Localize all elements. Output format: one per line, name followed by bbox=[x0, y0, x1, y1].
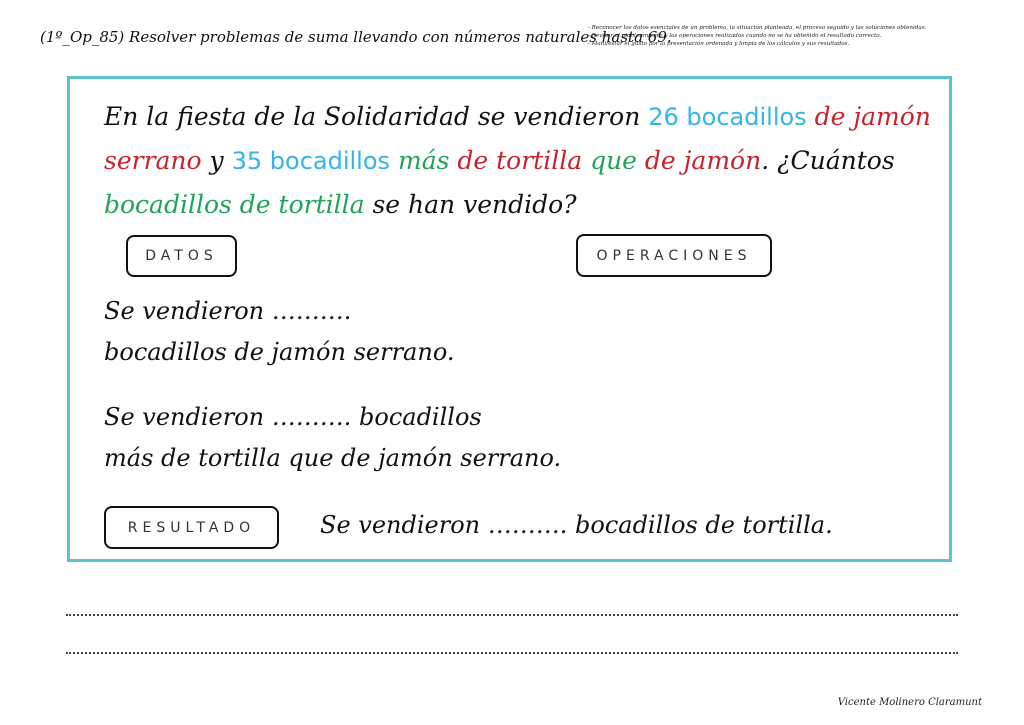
ham-compare-label: de jamón bbox=[636, 146, 762, 175]
resultado-label: RESULTADO bbox=[127, 519, 256, 536]
operaciones-label-box bbox=[576, 234, 772, 277]
objectives-list bbox=[588, 24, 1008, 48]
answer-line-1 bbox=[66, 614, 958, 616]
datos-line-4: más de tortilla que de jamón serrano. bbox=[104, 444, 562, 472]
worksheet-title: (1º_Op_85) Resolver problemas de suma llevando con números naturales hasta 69. bbox=[40, 28, 672, 46]
datos-line-1: Se vendieron ………. bbox=[104, 297, 352, 325]
ham-sandwich-count: 26 bocadillos bbox=[648, 103, 807, 131]
problem-text-part: y bbox=[201, 146, 232, 175]
resultado-label-box bbox=[104, 506, 279, 549]
more-keyword: más bbox=[390, 146, 450, 175]
answer-line-2 bbox=[66, 652, 958, 654]
omelette-label: de tortilla bbox=[449, 146, 583, 175]
objective-item: - Reconocer los datos esenciales de un problema, la situación planteada, el proceso seguido y las soluciones obtenidas. bbox=[588, 25, 927, 31]
problem-text-part: En la fiesta de la Solidaridad se vendieron bbox=[104, 102, 649, 131]
objective-item: - Revisar el planteamiento y las operaciones realizadas cuando no se ha obtenido el resultado correcto. bbox=[588, 33, 882, 39]
problem-frame bbox=[67, 76, 952, 562]
question-target: bocadillos de tortilla bbox=[104, 190, 365, 219]
than-keyword: que bbox=[582, 146, 637, 175]
resultado-sentence: Se vendieron ………. bocadillos de tortilla. bbox=[320, 511, 833, 539]
extra-sandwich-count: 35 bocadillos bbox=[231, 147, 391, 175]
datos-line-3: Se vendieron ………. bocadillos bbox=[104, 403, 482, 431]
operaciones-label: OPERACIONES bbox=[596, 247, 752, 264]
author-credit: Vicente Molinero Claramunt bbox=[837, 697, 982, 708]
datos-line-2: bocadillos de jamón serrano. bbox=[104, 338, 455, 366]
problem-statement bbox=[104, 95, 934, 227]
datos-label-box bbox=[126, 235, 237, 277]
objective-item: - Manifestar el gusto por la presentación ordenada y limpia de los cálculos y sus resultados. bbox=[588, 41, 850, 47]
question-start: . ¿Cuántos bbox=[761, 146, 895, 175]
question-end: se han vendido? bbox=[364, 190, 577, 219]
datos-label: DATOS bbox=[145, 248, 218, 264]
ham-label: de jamón serrano bbox=[104, 102, 931, 175]
